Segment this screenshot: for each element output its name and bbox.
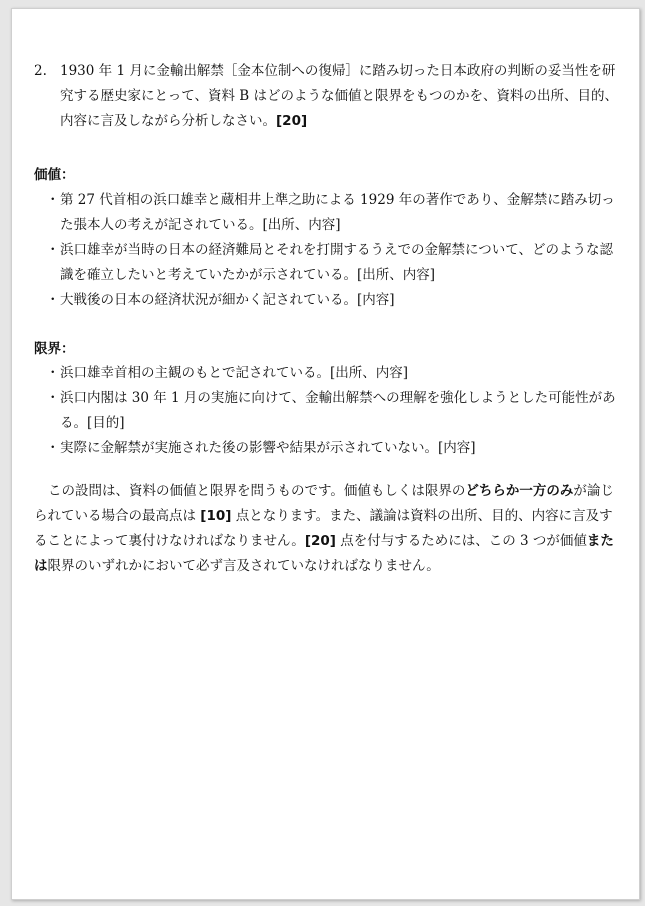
note-marks-10: [10]	[200, 508, 232, 524]
limit-item-text: 浜口雄幸首相の主観のもとで記されている。[出所、内容]	[60, 365, 409, 381]
question-body: 1930 年 1 月に金輸出解禁［金本位制への復帰］に踏み切った日本政府の判断の妥当性を研究する歴史家にとって、資料 B はどのような価値と限界をもつのかを、資料の出所、目的、内容に言及しながら分析しなさい。	[60, 63, 618, 129]
question-text	[60, 59, 624, 134]
value-item-text: 浜口雄幸が当時の日本の経済難局とそれを打開するうえでの金解禁について、どのような認識を確立したいと考えていたかが示されている。[出所、内容]	[60, 242, 613, 283]
note-text-5: 限界のいずれかにおいて必ず言及されていなければなりません。	[47, 558, 440, 574]
question-2	[34, 59, 624, 134]
bullet: ・	[46, 440, 60, 456]
limit-item	[46, 386, 626, 436]
document-page	[11, 8, 640, 900]
note-marks-20: [20]	[304, 533, 336, 549]
value-list	[46, 188, 626, 313]
value-item	[46, 288, 626, 313]
limit-item-text: 実際に金解禁が実施された後の影響や結果が示されていない。[内容]	[60, 440, 476, 456]
value-item	[46, 188, 626, 238]
value-heading: 価値：	[34, 167, 75, 183]
note-emphasis-1: どちらか一方のみ	[465, 483, 574, 499]
question-marks: [20]	[276, 113, 308, 129]
question-number: 2.	[34, 63, 47, 79]
bullet: ・	[46, 292, 60, 308]
value-item-text: 第 27 代首相の浜口雄幸と蔵相井上準之助による 1929 年の著作であり、金解禁に踏み切った張本人の考えが記されている。[出所、内容]	[60, 192, 615, 233]
limit-heading: 限界：	[34, 341, 75, 357]
limit-item	[46, 436, 626, 461]
note-text-2: が論じられている場合の最高点は	[34, 483, 614, 524]
limit-item	[46, 361, 626, 386]
note-text-3: 点となります。また、議論は資料の出所、目的、内容に言及することによって裏付けなければなりません。	[34, 508, 613, 549]
bullet: ・	[46, 242, 60, 258]
value-item	[46, 238, 626, 288]
bullet: ・	[46, 192, 60, 208]
bullet: ・	[46, 365, 60, 381]
note-text-4: 点を付与するためには、この 3 つが価値	[335, 533, 587, 549]
value-item-text: 大戦後の日本の経済状況が細かく記されている。[内容]	[60, 292, 395, 308]
note-text-1: この設問は、資料の価値と限界を問うものです。価値もしくは限界の	[48, 483, 466, 499]
note-emphasis-2: または	[34, 533, 614, 574]
limit-item-text: 浜口内閣は 30 年 1 月の実施に向けて、金輸出解禁への理解を強化しようとした可能性がある。[目的]	[60, 390, 616, 431]
limit-list	[46, 361, 626, 461]
marking-note	[34, 479, 626, 579]
bullet: ・	[46, 390, 60, 406]
